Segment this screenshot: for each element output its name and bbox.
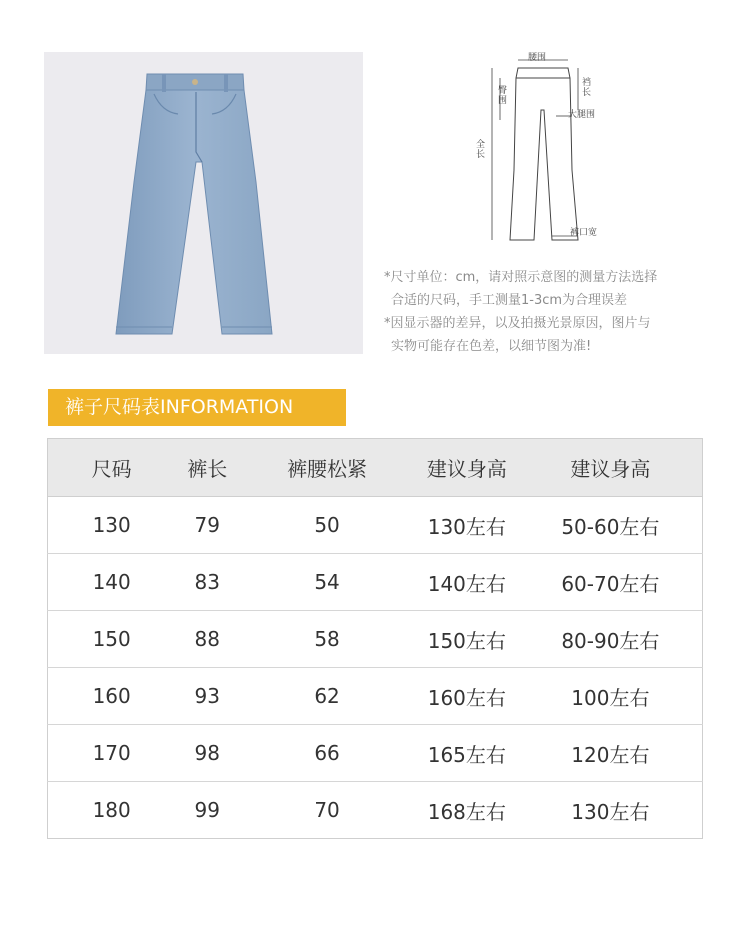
cell-height: 130左右 [415, 497, 519, 554]
cell-waist: 50 [239, 497, 415, 554]
table-row [48, 554, 703, 611]
waist-label: 腰围 [528, 53, 547, 63]
pants-outline-icon [470, 50, 620, 250]
cell-height: 160左右 [415, 668, 519, 725]
header-height: 建议身高 [415, 439, 519, 497]
cell-size: 130 [48, 497, 176, 554]
jeans-image [44, 52, 363, 354]
hip-label: 臀围 [498, 86, 508, 106]
length-label: 全长 [476, 140, 486, 160]
cell-size: 160 [48, 668, 176, 725]
cell-height-2: 100左右 [519, 668, 703, 725]
cell-height-2: 130左右 [571, 799, 650, 824]
table-header-row [48, 439, 703, 497]
cell-waist: 54 [239, 554, 415, 611]
cell-waist: 58 [239, 611, 415, 668]
cell-height-2: 120左右 [519, 725, 703, 782]
hem-label: 裤口宽 [570, 228, 598, 238]
table-row [48, 725, 703, 782]
product-photo [44, 52, 363, 354]
cell-size: 140 [48, 554, 176, 611]
cell-waist: 66 [239, 725, 415, 782]
cell-size: 150 [48, 611, 176, 668]
cell-height: 168左右 [427, 799, 506, 824]
cell-height-2: 60-70左右 [519, 554, 703, 611]
table-row [48, 782, 703, 839]
measurement-diagram [470, 50, 620, 250]
note-line: 实物可能存在色差，以细节图为准! [391, 339, 592, 354]
cell-length: 83 [175, 554, 239, 611]
size-chart-title: 裤子尺码表INFORMATION [48, 389, 346, 426]
cell-height: 165左右 [415, 725, 519, 782]
header-size: 尺码 [48, 439, 176, 497]
note-line: 合适的尺码，手工测量1-3cm为合理误差 [391, 293, 628, 308]
cell-height: 140左右 [415, 554, 519, 611]
thigh-label: 大腿围 [568, 110, 596, 120]
cell-size: 180 [92, 798, 131, 822]
note-line: *尺寸单位：cm，请对照示意图的测量方法选择 [384, 270, 658, 285]
rise-label: 裆长 [582, 78, 592, 98]
cell-size: 170 [48, 725, 176, 782]
header-height-2: 建议身高 [519, 439, 703, 497]
size-notes [384, 266, 714, 358]
cell-height: 150左右 [415, 611, 519, 668]
cell-length: 79 [175, 497, 239, 554]
cell-waist: 70 [314, 798, 340, 822]
cell-length: 88 [175, 611, 239, 668]
cell-length: 98 [175, 725, 239, 782]
cell-length: 99 [194, 798, 220, 822]
cell-length: 93 [175, 668, 239, 725]
cell-waist: 62 [239, 668, 415, 725]
table-row [48, 497, 703, 554]
table-row [48, 668, 703, 725]
header-waist: 裤腰松紧 [239, 439, 415, 497]
cell-height-2: 50-60左右 [519, 497, 703, 554]
cell-height-2: 80-90左右 [519, 611, 703, 668]
note-line: *因显示器的差异，以及拍摄光景原因，图片与 [384, 316, 651, 331]
size-table [47, 438, 703, 839]
header-length: 裤长 [175, 439, 239, 497]
table-row [48, 611, 703, 668]
